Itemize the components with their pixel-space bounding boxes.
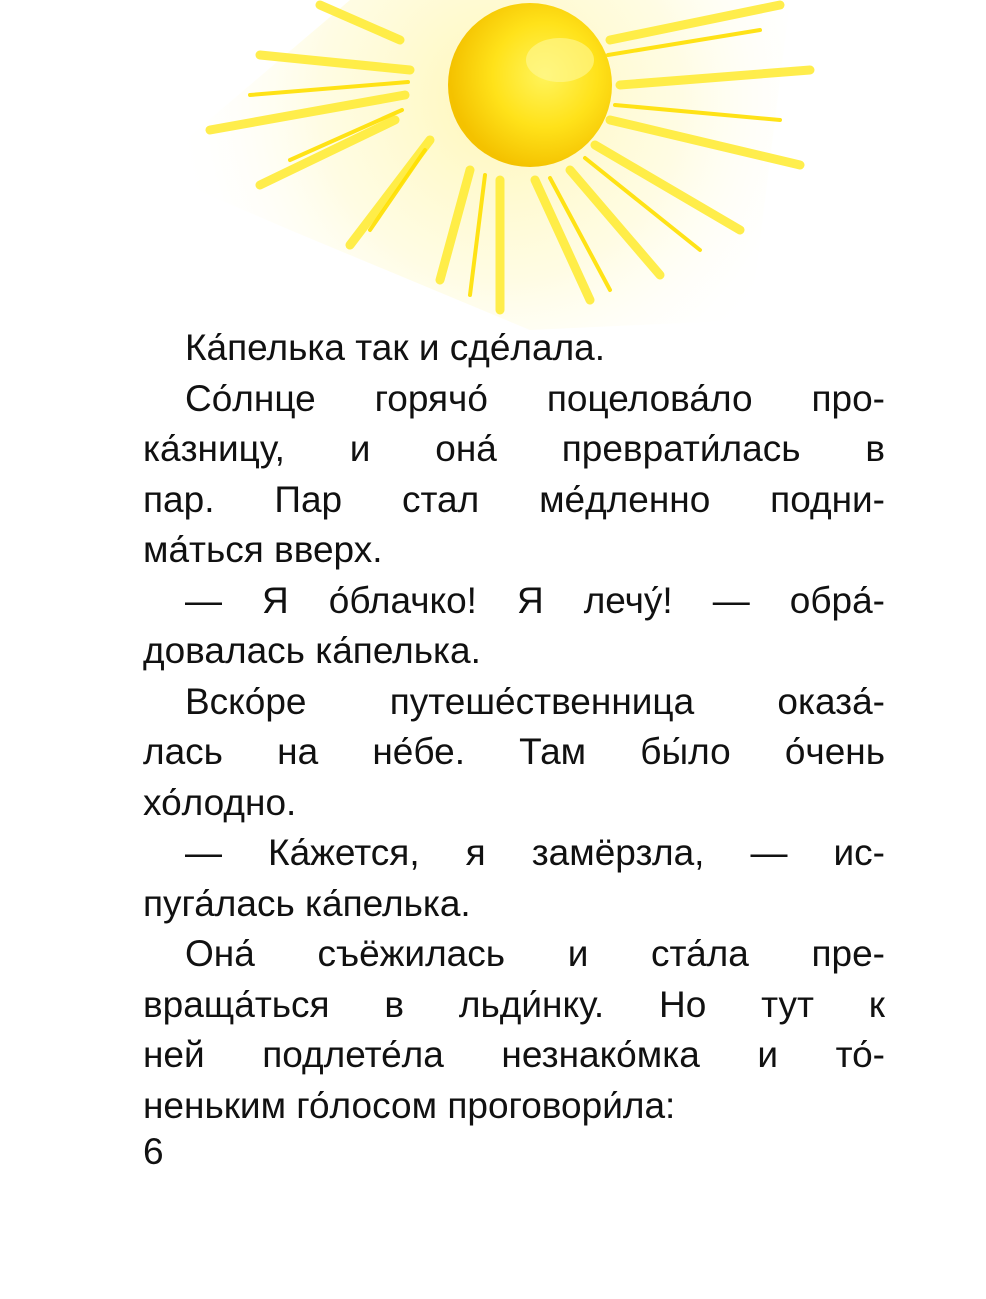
text-line: ней подлете́ла незнако́мка и то́-: [143, 1034, 885, 1075]
text-line: пуга́лась ка́пелька.: [143, 882, 471, 924]
text-line: ка́зницу, и она́ преврати́лась в: [143, 428, 885, 469]
text-line: пар. Пар стал ме́дленно подни-: [143, 478, 885, 520]
page-number: 6: [143, 1131, 164, 1172]
text-line: Со́лнце горячо́ поцелова́ло про-: [185, 377, 885, 419]
text-line: — Ка́жется, я замёрзла, — ис-: [185, 832, 885, 873]
text-line: хо́лодно.: [143, 781, 297, 823]
text-line: неньким го́лосом проговори́ла:: [143, 1084, 676, 1126]
text-line: лась на не́бе. Там бы́ло о́чень: [143, 731, 885, 772]
story-text: [143, 323, 885, 1131]
sun-core: [448, 3, 612, 167]
text-line: Вско́ре путеше́ственница оказа́-: [185, 680, 885, 722]
text-line: ма́ться вверх.: [143, 529, 383, 570]
text-line: довалась ка́пелька.: [143, 630, 481, 671]
sun-illustration: [140, 0, 820, 330]
text-line: Ка́пелька так и сде́лала.: [185, 327, 606, 368]
text-line: враща́ться в льди́нку. Но тут к: [143, 983, 885, 1025]
text-line: Она́ съёжилась и ста́ла пре-: [185, 933, 885, 974]
sun-highlight: [526, 38, 594, 82]
text-line: — Я о́блачко! Я лечу́! — обра́-: [185, 579, 885, 621]
